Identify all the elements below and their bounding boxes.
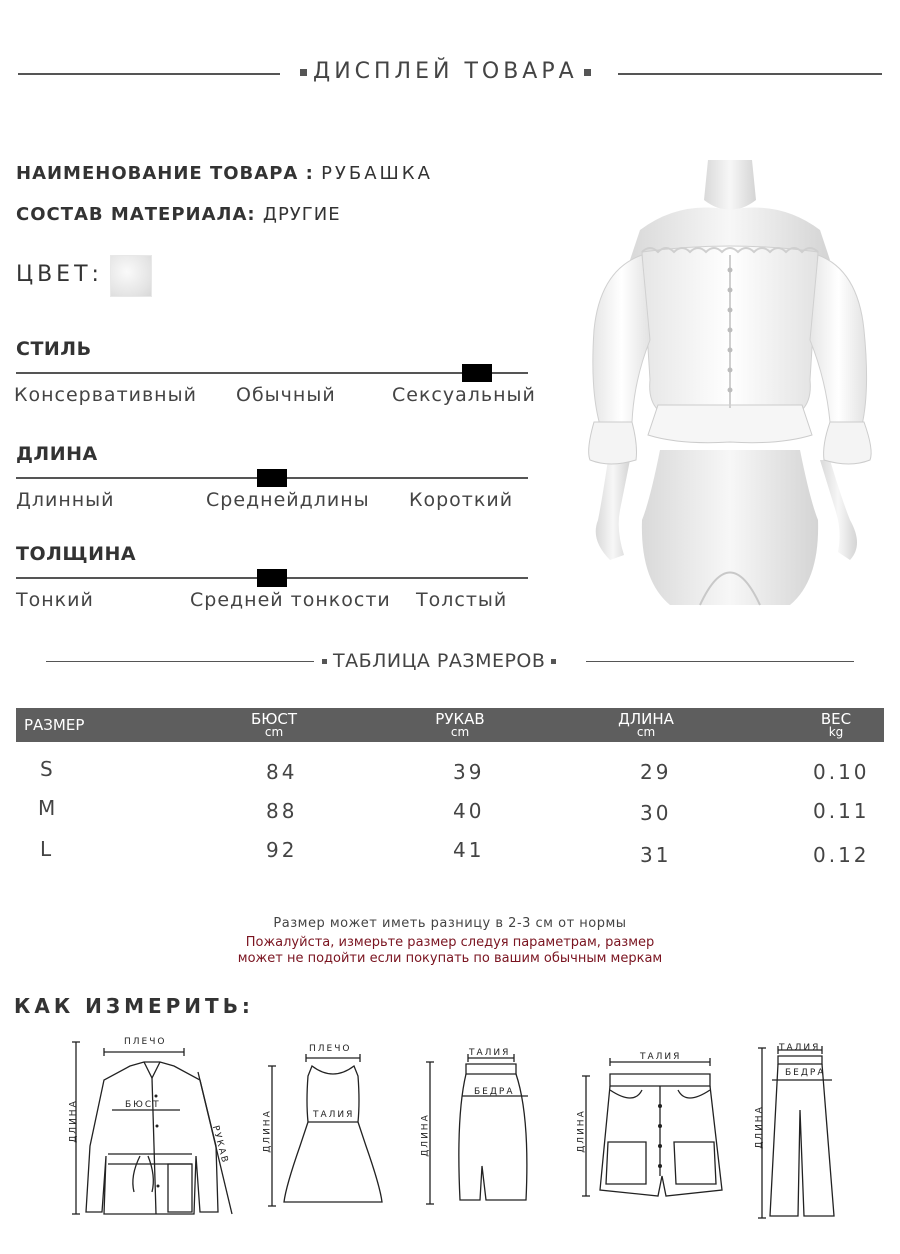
diagram-dress xyxy=(262,1046,392,1216)
measure-warning-line1: Пожалуйста, измерьте размер следуя параметрам, размер xyxy=(245,935,655,950)
scale-thickness-title: ТОЛЩИНА xyxy=(16,543,137,565)
scale-thickness-label-left: Тонкий xyxy=(16,589,94,611)
blouse-peplum xyxy=(648,405,812,443)
table-cell-weight: 0.12 xyxy=(813,843,870,867)
scale-thickness-label-mid: Средней тонкости xyxy=(190,589,391,611)
scale-style-marker xyxy=(462,364,492,382)
size-section-line-left xyxy=(46,661,314,662)
label-waist: ТАЛИЯ xyxy=(779,1043,821,1053)
header-line-left xyxy=(18,73,280,75)
table-cell-bust: 88 xyxy=(266,799,298,823)
label-length: ДЛИНА xyxy=(754,1105,765,1149)
label-waist: ТАЛИЯ xyxy=(469,1048,511,1058)
label-waist: ТАЛИЯ xyxy=(640,1052,682,1062)
header-line-right xyxy=(618,73,882,75)
header-sleeve: РУКАВ cm xyxy=(435,710,485,739)
diagram-shorts xyxy=(574,1046,744,1206)
label-shoulder: ПЛЕЧО xyxy=(309,1044,352,1054)
scale-style-label-right: Сексуальный xyxy=(392,384,536,406)
table-cell-weight: 0.10 xyxy=(813,760,870,784)
table-cell-size: M xyxy=(38,796,59,820)
product-material xyxy=(16,204,341,225)
table-cell-size: L xyxy=(40,837,55,861)
size-table-header xyxy=(16,708,884,742)
scale-length-marker xyxy=(257,469,287,487)
header-weight: ВЕС kg xyxy=(820,710,852,739)
square-bullet-icon xyxy=(300,69,307,76)
scale-length-label-mid: Среднейдлины xyxy=(206,489,370,511)
mannequin-arm-left xyxy=(596,460,630,560)
label-length: ДЛИНА xyxy=(68,1099,79,1143)
square-bullet-icon xyxy=(551,659,556,664)
scale-style-label-mid: Обычный xyxy=(236,384,336,406)
size-note: Размер может иметь разницу в 2-3 см от нормы xyxy=(273,916,627,931)
table-cell-weight: 0.11 xyxy=(813,799,870,823)
scale-length-title: ДЛИНА xyxy=(16,443,98,465)
label-bust: БЮСТ xyxy=(125,1100,161,1110)
label-sleeve: РУКАВ xyxy=(209,1124,230,1166)
diagram-skirt xyxy=(418,1046,548,1216)
scale-style-title: СТИЛЬ xyxy=(16,338,92,360)
scale-style-line xyxy=(16,372,528,374)
label-length: ДЛИНА xyxy=(576,1109,587,1153)
color-swatch[interactable] xyxy=(110,255,152,297)
table-cell-length: 30 xyxy=(640,801,672,825)
label-shoulder: ПЛЕЧО xyxy=(124,1037,167,1047)
square-bullet-icon xyxy=(584,69,591,76)
scale-style-label-left: Консервативный xyxy=(14,384,197,406)
table-cell-sleeve: 39 xyxy=(453,760,485,784)
scale-thickness-marker xyxy=(257,569,287,587)
header-bust: БЮСТ cm xyxy=(250,710,298,739)
table-cell-sleeve: 41 xyxy=(453,838,485,862)
label-hips: БЕДРА xyxy=(474,1087,515,1097)
measure-warning-line2: может не подойти если покупать по вашим обычным меркам xyxy=(237,951,663,966)
product-name xyxy=(16,163,433,184)
product-color xyxy=(16,262,103,287)
product-photo xyxy=(580,160,880,608)
mannequin-hips xyxy=(642,450,818,605)
table-cell-bust: 92 xyxy=(266,838,298,862)
scale-length-label-right: Короткий xyxy=(409,489,514,511)
table-cell-length: 29 xyxy=(640,760,672,784)
table-cell-bust: 84 xyxy=(266,760,298,784)
mannequin-neck xyxy=(704,160,756,210)
table-cell-sleeve: 40 xyxy=(453,799,485,823)
product-name-value: РУБАШКА xyxy=(321,163,433,184)
product-material-label: СОСТАВ МАТЕРИАЛА: xyxy=(16,204,263,225)
label-hips: БЕДРА xyxy=(785,1068,826,1078)
square-bullet-icon xyxy=(322,659,327,664)
table-cell-length: 31 xyxy=(640,843,672,867)
mannequin-arm-right xyxy=(820,460,857,560)
how-to-measure-title: КАК ИЗМЕРИТЬ: xyxy=(14,994,254,1018)
header-length: ДЛИНА cm xyxy=(618,710,674,739)
blouse-sleeve-right xyxy=(810,255,867,425)
product-material-value: ДРУГИЕ xyxy=(262,204,341,225)
blouse-sleeve-left xyxy=(593,255,650,425)
scale-thickness-label-right: Толстый xyxy=(416,589,508,611)
product-color-label: ЦВЕТ: xyxy=(16,262,103,287)
label-length: ДЛИНА xyxy=(420,1113,431,1157)
label-waist: ТАЛИЯ xyxy=(313,1110,355,1120)
product-name-label: НАИМЕНОВАНИЕ ТОВАРА : xyxy=(16,163,322,184)
header-title: ДИСПЛЕЙ ТОВАРА xyxy=(294,59,597,84)
size-section-line-right xyxy=(586,661,854,662)
label-length: ДЛИНА xyxy=(262,1109,273,1153)
size-section-title: ТАБЛИЦА РАЗМЕРОВ xyxy=(316,650,562,672)
table-cell-size: S xyxy=(40,757,56,781)
scale-length-label-left: Длинный xyxy=(16,489,115,511)
header-size: РАЗМЕР xyxy=(24,716,85,734)
